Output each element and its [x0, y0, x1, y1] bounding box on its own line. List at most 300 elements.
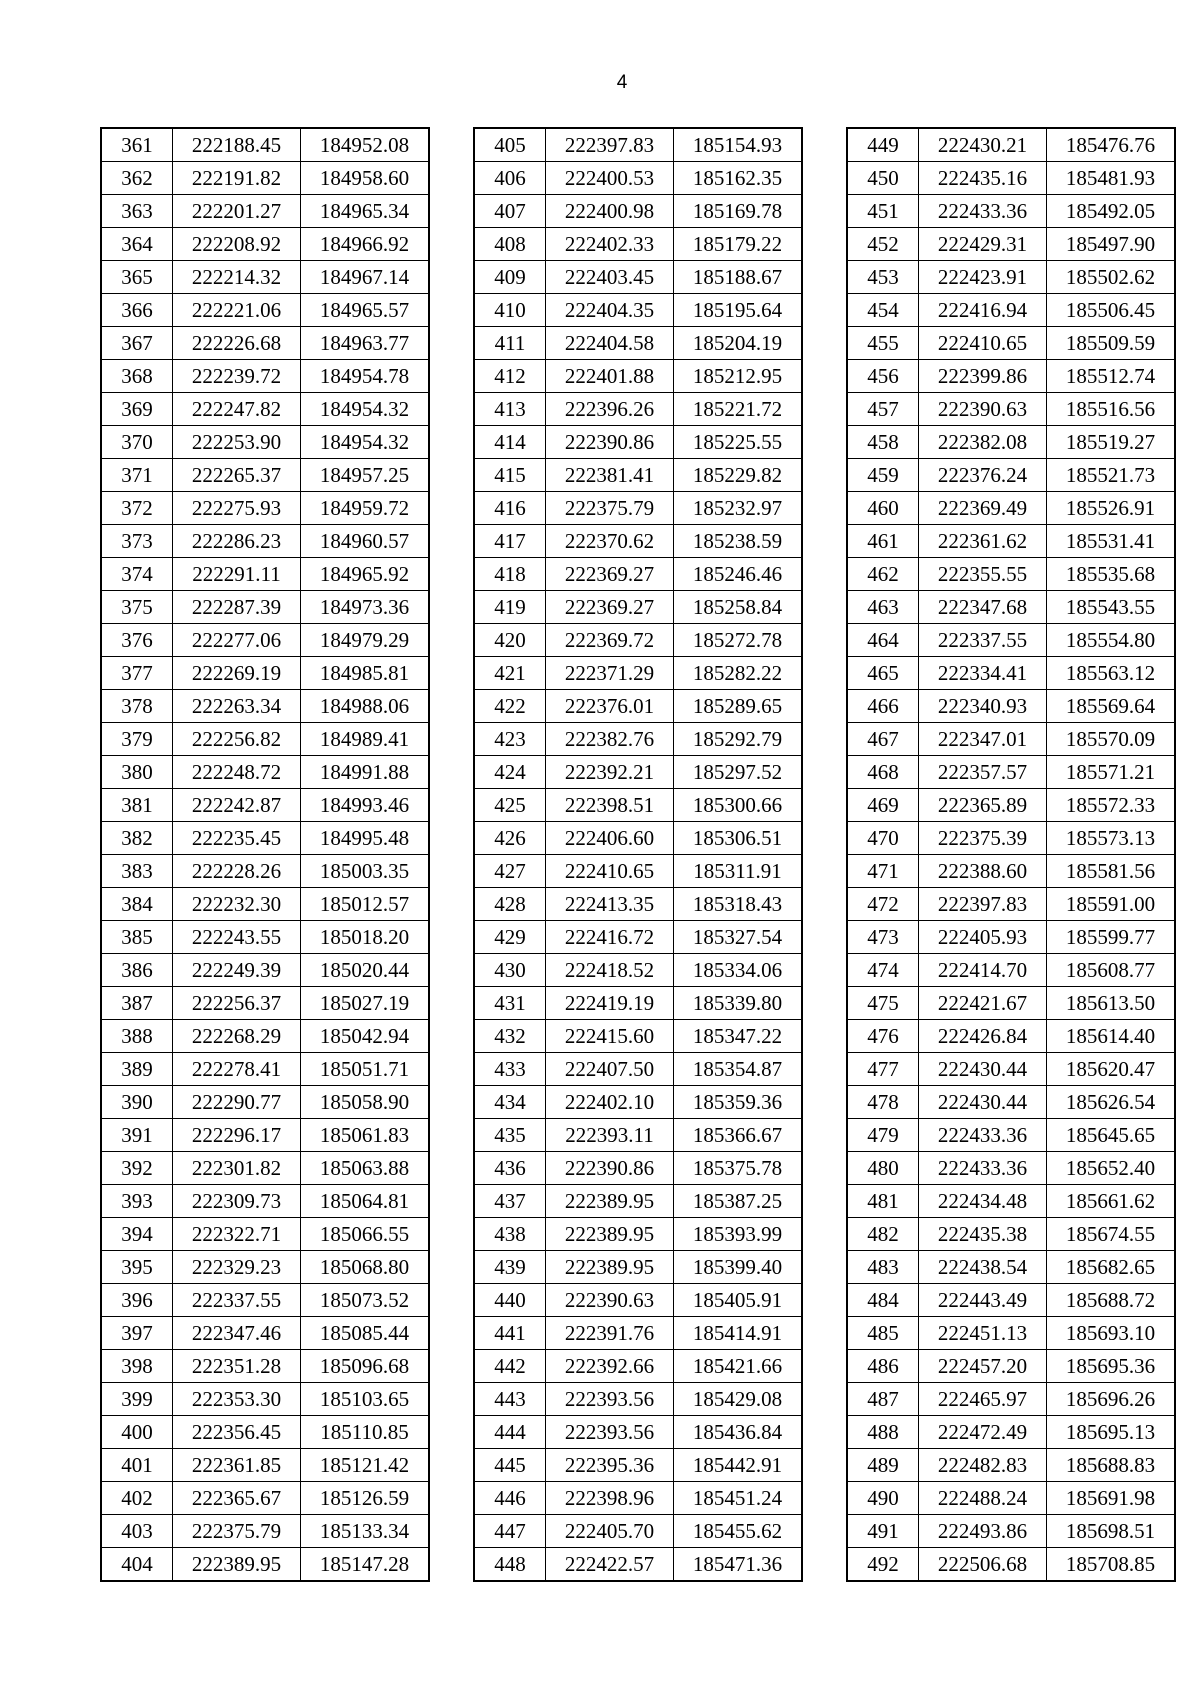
x-coordinate-cell: 222301.82: [173, 1152, 301, 1185]
y-coordinate-cell: 185570.09: [1047, 723, 1176, 756]
y-coordinate-cell: 185451.24: [674, 1482, 803, 1515]
point-number-cell: 381: [101, 789, 173, 822]
table-row: [474, 1053, 802, 1086]
y-coordinate-cell: 185387.25: [674, 1185, 803, 1218]
point-number-cell: 472: [847, 888, 919, 921]
point-number-cell: 475: [847, 987, 919, 1020]
point-number-cell: 417: [474, 525, 546, 558]
table-row: [474, 1515, 802, 1548]
point-number-cell: 441: [474, 1317, 546, 1350]
x-coordinate-cell: 222337.55: [173, 1284, 301, 1317]
point-number-cell: 392: [101, 1152, 173, 1185]
x-coordinate-cell: 222435.16: [919, 162, 1047, 195]
x-coordinate-cell: 222369.27: [546, 558, 674, 591]
x-coordinate-cell: 222208.92: [173, 228, 301, 261]
x-coordinate-cell: 222422.57: [546, 1548, 674, 1582]
y-coordinate-cell: 184952.08: [301, 128, 430, 162]
table-row: [847, 789, 1175, 822]
y-coordinate-cell: 184965.34: [301, 195, 430, 228]
table-row: [847, 459, 1175, 492]
table-row: [847, 1482, 1175, 1515]
table-row: [847, 1317, 1175, 1350]
point-number-cell: 445: [474, 1449, 546, 1482]
table-row: [474, 558, 802, 591]
table-row: [474, 1284, 802, 1317]
table-row: [474, 327, 802, 360]
y-coordinate-cell: 185162.35: [674, 162, 803, 195]
table-row: [101, 1218, 429, 1251]
x-coordinate-cell: 222277.06: [173, 624, 301, 657]
y-coordinate-cell: 184979.29: [301, 624, 430, 657]
table-row: [101, 1119, 429, 1152]
y-coordinate-cell: 185073.52: [301, 1284, 430, 1317]
x-coordinate-cell: 222361.62: [919, 525, 1047, 558]
table-row: [847, 987, 1175, 1020]
point-number-cell: 390: [101, 1086, 173, 1119]
table-row: [474, 426, 802, 459]
point-number-cell: 462: [847, 558, 919, 591]
y-coordinate-cell: 185688.72: [1047, 1284, 1176, 1317]
point-number-cell: 366: [101, 294, 173, 327]
x-coordinate-cell: 222403.45: [546, 261, 674, 294]
point-number-cell: 379: [101, 723, 173, 756]
table-row: [474, 1449, 802, 1482]
x-coordinate-cell: 222416.94: [919, 294, 1047, 327]
x-coordinate-cell: 222275.93: [173, 492, 301, 525]
table-row: [101, 261, 429, 294]
x-coordinate-cell: 222256.82: [173, 723, 301, 756]
y-coordinate-cell: 185497.90: [1047, 228, 1176, 261]
x-coordinate-cell: 222382.76: [546, 723, 674, 756]
table-row: [474, 756, 802, 789]
y-coordinate-cell: 184967.14: [301, 261, 430, 294]
y-coordinate-cell: 184993.46: [301, 789, 430, 822]
point-number-cell: 412: [474, 360, 546, 393]
point-number-cell: 383: [101, 855, 173, 888]
table-row: [847, 393, 1175, 426]
y-coordinate-cell: 185531.41: [1047, 525, 1176, 558]
y-coordinate-cell: 185708.85: [1047, 1548, 1176, 1582]
point-number-cell: 439: [474, 1251, 546, 1284]
table-row: [474, 525, 802, 558]
table-row: [101, 1251, 429, 1284]
x-coordinate-cell: 222247.82: [173, 393, 301, 426]
x-coordinate-cell: 222329.23: [173, 1251, 301, 1284]
x-coordinate-cell: 222248.72: [173, 756, 301, 789]
x-coordinate-cell: 222430.44: [919, 1086, 1047, 1119]
point-number-cell: 485: [847, 1317, 919, 1350]
y-coordinate-cell: 184954.32: [301, 393, 430, 426]
y-coordinate-cell: 184959.72: [301, 492, 430, 525]
table-row: [847, 1350, 1175, 1383]
point-number-cell: 449: [847, 128, 919, 162]
table-row: [101, 162, 429, 195]
y-coordinate-cell: 185334.06: [674, 954, 803, 987]
x-coordinate-cell: 222376.24: [919, 459, 1047, 492]
y-coordinate-cell: 185455.62: [674, 1515, 803, 1548]
table-row: [474, 162, 802, 195]
x-coordinate-cell: 222269.19: [173, 657, 301, 690]
y-coordinate-cell: 185581.56: [1047, 855, 1176, 888]
point-number-cell: 365: [101, 261, 173, 294]
point-number-cell: 423: [474, 723, 546, 756]
y-coordinate-cell: 185179.22: [674, 228, 803, 261]
table-row: [847, 657, 1175, 690]
y-coordinate-cell: 185626.54: [1047, 1086, 1176, 1119]
table-row: [474, 1350, 802, 1383]
table-row: [847, 525, 1175, 558]
point-number-cell: 469: [847, 789, 919, 822]
table-row: [847, 624, 1175, 657]
table-row: [101, 1515, 429, 1548]
table-row: [101, 1020, 429, 1053]
table-row: [847, 1020, 1175, 1053]
table-row: [101, 228, 429, 261]
point-number-cell: 461: [847, 525, 919, 558]
y-coordinate-cell: 185506.45: [1047, 294, 1176, 327]
x-coordinate-cell: 222488.24: [919, 1482, 1047, 1515]
y-coordinate-cell: 185221.72: [674, 393, 803, 426]
point-number-cell: 487: [847, 1383, 919, 1416]
y-coordinate-cell: 185471.36: [674, 1548, 803, 1582]
x-coordinate-cell: 222429.31: [919, 228, 1047, 261]
point-number-cell: 434: [474, 1086, 546, 1119]
point-number-cell: 457: [847, 393, 919, 426]
y-coordinate-cell: 185110.85: [301, 1416, 430, 1449]
coordinate-table-2: [473, 127, 803, 1582]
table-row: [847, 855, 1175, 888]
y-coordinate-cell: 184954.32: [301, 426, 430, 459]
y-coordinate-cell: 185212.95: [674, 360, 803, 393]
y-coordinate-cell: 185188.67: [674, 261, 803, 294]
table-row: [101, 558, 429, 591]
point-number-cell: 454: [847, 294, 919, 327]
y-coordinate-cell: 185591.00: [1047, 888, 1176, 921]
coordinate-table-1: [100, 127, 430, 1582]
table-row: [847, 756, 1175, 789]
y-coordinate-cell: 185682.65: [1047, 1251, 1176, 1284]
x-coordinate-cell: 222243.55: [173, 921, 301, 954]
point-number-cell: 396: [101, 1284, 173, 1317]
table-row: [101, 756, 429, 789]
point-number-cell: 436: [474, 1152, 546, 1185]
point-number-cell: 473: [847, 921, 919, 954]
y-coordinate-cell: 185246.46: [674, 558, 803, 591]
x-coordinate-cell: 222376.01: [546, 690, 674, 723]
table-row: [474, 1251, 802, 1284]
point-number-cell: 451: [847, 195, 919, 228]
table-row: [474, 261, 802, 294]
point-number-cell: 437: [474, 1185, 546, 1218]
point-number-cell: 448: [474, 1548, 546, 1582]
point-number-cell: 372: [101, 492, 173, 525]
table-row: [847, 921, 1175, 954]
x-coordinate-cell: 222438.54: [919, 1251, 1047, 1284]
x-coordinate-cell: 222191.82: [173, 162, 301, 195]
x-coordinate-cell: 222398.51: [546, 789, 674, 822]
point-number-cell: 470: [847, 822, 919, 855]
x-coordinate-cell: 222353.30: [173, 1383, 301, 1416]
table-row: [101, 855, 429, 888]
page-number: 4: [616, 72, 628, 93]
point-number-cell: 408: [474, 228, 546, 261]
point-number-cell: 404: [101, 1548, 173, 1582]
table-row: [474, 492, 802, 525]
x-coordinate-cell: 222355.55: [919, 558, 1047, 591]
point-number-cell: 447: [474, 1515, 546, 1548]
x-coordinate-cell: 222228.26: [173, 855, 301, 888]
x-coordinate-cell: 222407.50: [546, 1053, 674, 1086]
x-coordinate-cell: 222443.49: [919, 1284, 1047, 1317]
y-coordinate-cell: 185688.83: [1047, 1449, 1176, 1482]
table-row: [474, 1317, 802, 1350]
y-coordinate-cell: 185521.73: [1047, 459, 1176, 492]
x-coordinate-cell: 222256.37: [173, 987, 301, 1020]
x-coordinate-cell: 222390.86: [546, 1152, 674, 1185]
x-coordinate-cell: 222396.26: [546, 393, 674, 426]
x-coordinate-cell: 222290.77: [173, 1086, 301, 1119]
y-coordinate-cell: 185442.91: [674, 1449, 803, 1482]
point-number-cell: 384: [101, 888, 173, 921]
table-row: [474, 1218, 802, 1251]
table-row: [101, 1350, 429, 1383]
point-number-cell: 401: [101, 1449, 173, 1482]
y-coordinate-cell: 185003.35: [301, 855, 430, 888]
y-coordinate-cell: 184985.81: [301, 657, 430, 690]
x-coordinate-cell: 222389.95: [546, 1251, 674, 1284]
table-row: [474, 987, 802, 1020]
table-row: [474, 591, 802, 624]
y-coordinate-cell: 185063.88: [301, 1152, 430, 1185]
y-coordinate-cell: 185554.80: [1047, 624, 1176, 657]
y-coordinate-cell: 185509.59: [1047, 327, 1176, 360]
y-coordinate-cell: 185096.68: [301, 1350, 430, 1383]
point-number-cell: 428: [474, 888, 546, 921]
x-coordinate-cell: 222433.36: [919, 1119, 1047, 1152]
point-number-cell: 455: [847, 327, 919, 360]
x-coordinate-cell: 222265.37: [173, 459, 301, 492]
x-coordinate-cell: 222410.65: [919, 327, 1047, 360]
y-coordinate-cell: 185012.57: [301, 888, 430, 921]
point-number-cell: 422: [474, 690, 546, 723]
y-coordinate-cell: 185085.44: [301, 1317, 430, 1350]
x-coordinate-cell: 222291.11: [173, 558, 301, 591]
x-coordinate-cell: 222402.33: [546, 228, 674, 261]
point-number-cell: 395: [101, 1251, 173, 1284]
point-number-cell: 375: [101, 591, 173, 624]
y-coordinate-cell: 185481.93: [1047, 162, 1176, 195]
table-row: [101, 492, 429, 525]
table-row: [474, 393, 802, 426]
point-number-cell: 438: [474, 1218, 546, 1251]
y-coordinate-cell: 185359.36: [674, 1086, 803, 1119]
point-number-cell: 444: [474, 1416, 546, 1449]
y-coordinate-cell: 185258.84: [674, 591, 803, 624]
y-coordinate-cell: 185066.55: [301, 1218, 430, 1251]
table-row: [474, 789, 802, 822]
x-coordinate-cell: 222392.66: [546, 1350, 674, 1383]
y-coordinate-cell: 185535.68: [1047, 558, 1176, 591]
table-row: [847, 822, 1175, 855]
table-row: [847, 888, 1175, 921]
point-number-cell: 491: [847, 1515, 919, 1548]
table-row: [101, 459, 429, 492]
x-coordinate-cell: 222393.56: [546, 1416, 674, 1449]
table-row: [101, 822, 429, 855]
y-coordinate-cell: 185042.94: [301, 1020, 430, 1053]
y-coordinate-cell: 185020.44: [301, 954, 430, 987]
y-coordinate-cell: 185068.80: [301, 1251, 430, 1284]
point-number-cell: 466: [847, 690, 919, 723]
table-row: [101, 690, 429, 723]
point-number-cell: 393: [101, 1185, 173, 1218]
x-coordinate-cell: 222201.27: [173, 195, 301, 228]
point-number-cell: 486: [847, 1350, 919, 1383]
table-row: [847, 558, 1175, 591]
y-coordinate-cell: 185476.76: [1047, 128, 1176, 162]
y-coordinate-cell: 185571.21: [1047, 756, 1176, 789]
x-coordinate-cell: 222382.08: [919, 426, 1047, 459]
x-coordinate-cell: 222278.41: [173, 1053, 301, 1086]
y-coordinate-cell: 185661.62: [1047, 1185, 1176, 1218]
table-row: [101, 1152, 429, 1185]
x-coordinate-cell: 222406.60: [546, 822, 674, 855]
table-row: [101, 987, 429, 1020]
table-row: [101, 327, 429, 360]
point-number-cell: 490: [847, 1482, 919, 1515]
x-coordinate-cell: 222375.79: [546, 492, 674, 525]
y-coordinate-cell: 185311.91: [674, 855, 803, 888]
x-coordinate-cell: 222337.55: [919, 624, 1047, 657]
point-number-cell: 452: [847, 228, 919, 261]
x-coordinate-cell: 222242.87: [173, 789, 301, 822]
x-coordinate-cell: 222401.88: [546, 360, 674, 393]
x-coordinate-cell: 222388.60: [919, 855, 1047, 888]
table-row: [847, 1284, 1175, 1317]
point-number-cell: 397: [101, 1317, 173, 1350]
x-coordinate-cell: 222433.36: [919, 1152, 1047, 1185]
y-coordinate-cell: 185614.40: [1047, 1020, 1176, 1053]
table-row: [847, 128, 1175, 162]
x-coordinate-cell: 222421.67: [919, 987, 1047, 1020]
table-row: [474, 888, 802, 921]
table-row: [474, 228, 802, 261]
point-number-cell: 414: [474, 426, 546, 459]
table-row: [101, 1482, 429, 1515]
y-coordinate-cell: 185696.26: [1047, 1383, 1176, 1416]
point-number-cell: 382: [101, 822, 173, 855]
table-row: [474, 360, 802, 393]
y-coordinate-cell: 185195.64: [674, 294, 803, 327]
x-coordinate-cell: 222232.30: [173, 888, 301, 921]
table-row: [101, 525, 429, 558]
table-row: [474, 657, 802, 690]
table-row: [101, 657, 429, 690]
point-number-cell: 388: [101, 1020, 173, 1053]
point-number-cell: 463: [847, 591, 919, 624]
point-number-cell: 367: [101, 327, 173, 360]
coordinate-table-3: [846, 127, 1176, 1582]
x-coordinate-cell: 222391.76: [546, 1317, 674, 1350]
y-coordinate-cell: 185169.78: [674, 195, 803, 228]
x-coordinate-cell: 222434.48: [919, 1185, 1047, 1218]
x-coordinate-cell: 222435.38: [919, 1218, 1047, 1251]
x-coordinate-cell: 222423.91: [919, 261, 1047, 294]
point-number-cell: 376: [101, 624, 173, 657]
y-coordinate-cell: 185297.52: [674, 756, 803, 789]
table-row: [101, 426, 429, 459]
x-coordinate-cell: 222395.36: [546, 1449, 674, 1482]
y-coordinate-cell: 185229.82: [674, 459, 803, 492]
x-coordinate-cell: 222472.49: [919, 1416, 1047, 1449]
table-row: [101, 1548, 429, 1582]
y-coordinate-cell: 185282.22: [674, 657, 803, 690]
x-coordinate-cell: 222375.39: [919, 822, 1047, 855]
table-row: [474, 921, 802, 954]
point-number-cell: 415: [474, 459, 546, 492]
table-row: [474, 1482, 802, 1515]
y-coordinate-cell: 185225.55: [674, 426, 803, 459]
y-coordinate-cell: 184957.25: [301, 459, 430, 492]
x-coordinate-cell: 222356.45: [173, 1416, 301, 1449]
x-coordinate-cell: 222419.19: [546, 987, 674, 1020]
x-coordinate-cell: 222397.83: [919, 888, 1047, 921]
y-coordinate-cell: 185572.33: [1047, 789, 1176, 822]
y-coordinate-cell: 185526.91: [1047, 492, 1176, 525]
y-coordinate-cell: 185061.83: [301, 1119, 430, 1152]
y-coordinate-cell: 185272.78: [674, 624, 803, 657]
x-coordinate-cell: 222263.34: [173, 690, 301, 723]
table-row: [847, 954, 1175, 987]
point-number-cell: 471: [847, 855, 919, 888]
x-coordinate-cell: 222414.70: [919, 954, 1047, 987]
x-coordinate-cell: 222433.36: [919, 195, 1047, 228]
table-row: [474, 1119, 802, 1152]
y-coordinate-cell: 185103.65: [301, 1383, 430, 1416]
x-coordinate-cell: 222268.29: [173, 1020, 301, 1053]
point-number-cell: 481: [847, 1185, 919, 1218]
x-coordinate-cell: 222369.27: [546, 591, 674, 624]
table-row: [101, 1086, 429, 1119]
y-coordinate-cell: 185292.79: [674, 723, 803, 756]
y-coordinate-cell: 185300.66: [674, 789, 803, 822]
table-row: [474, 1086, 802, 1119]
y-coordinate-cell: 185366.67: [674, 1119, 803, 1152]
y-coordinate-cell: 185393.99: [674, 1218, 803, 1251]
table-row: [847, 690, 1175, 723]
table-row: [847, 261, 1175, 294]
table-row: [474, 1020, 802, 1053]
y-coordinate-cell: 185405.91: [674, 1284, 803, 1317]
x-coordinate-cell: 222214.32: [173, 261, 301, 294]
point-number-cell: 467: [847, 723, 919, 756]
table-row: [101, 1416, 429, 1449]
x-coordinate-cell: 222381.41: [546, 459, 674, 492]
point-number-cell: 484: [847, 1284, 919, 1317]
y-coordinate-cell: 185691.98: [1047, 1482, 1176, 1515]
table-row: [474, 822, 802, 855]
x-coordinate-cell: 222235.45: [173, 822, 301, 855]
table-row: [101, 393, 429, 426]
y-coordinate-cell: 185608.77: [1047, 954, 1176, 987]
y-coordinate-cell: 185306.51: [674, 822, 803, 855]
y-coordinate-cell: 184958.60: [301, 162, 430, 195]
x-coordinate-cell: 222493.86: [919, 1515, 1047, 1548]
table-row: [474, 459, 802, 492]
x-coordinate-cell: 222430.44: [919, 1053, 1047, 1086]
x-coordinate-cell: 222426.84: [919, 1020, 1047, 1053]
point-number-cell: 459: [847, 459, 919, 492]
